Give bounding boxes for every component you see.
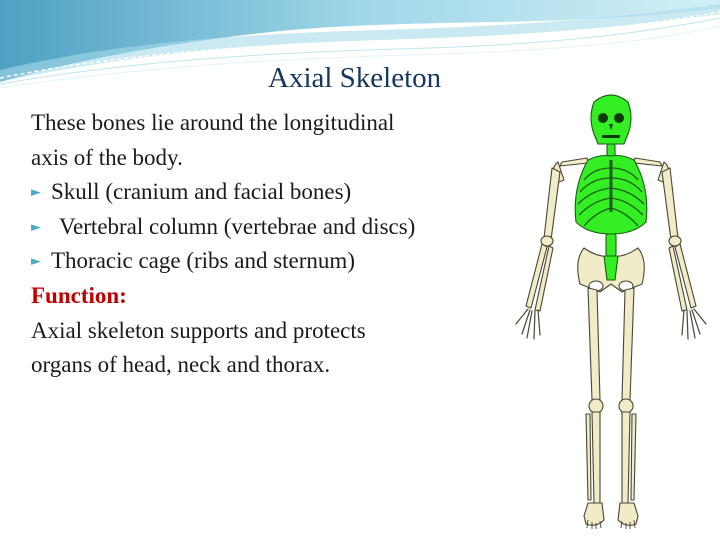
triangle-bullet-icon: ►	[31, 219, 41, 235]
bullet-skull	[31, 175, 511, 210]
hands	[516, 309, 706, 339]
triangle-bullet-icon: ►	[31, 254, 41, 270]
body-text	[31, 106, 511, 383]
function-heading: Function:	[31, 282, 127, 308]
triangle-bullet-icon: ►	[31, 185, 41, 201]
bullet-skull-label: Skull (cranium and facial bones)	[51, 179, 352, 205]
bullet-thoracic-cage-label: Thoracic cage (ribs and sternum)	[51, 248, 355, 274]
function-line-1: Axial skeleton supports and protects	[31, 317, 366, 343]
bullet-thoracic-cage	[31, 244, 511, 279]
bullet-vertebral-column	[31, 210, 511, 245]
body-line-2: axis of the body.	[31, 144, 183, 170]
skeleton-illustration	[508, 88, 720, 540]
function-line-2: organs of head, neck and thorax.	[31, 352, 331, 378]
body-line-1: These bones lie around the longitudinal	[31, 110, 395, 135]
slide-title: Axial Skeleton	[268, 62, 442, 94]
bullet-vertebral-column-label: Vertebral column (vertebrae and discs)	[59, 213, 416, 239]
